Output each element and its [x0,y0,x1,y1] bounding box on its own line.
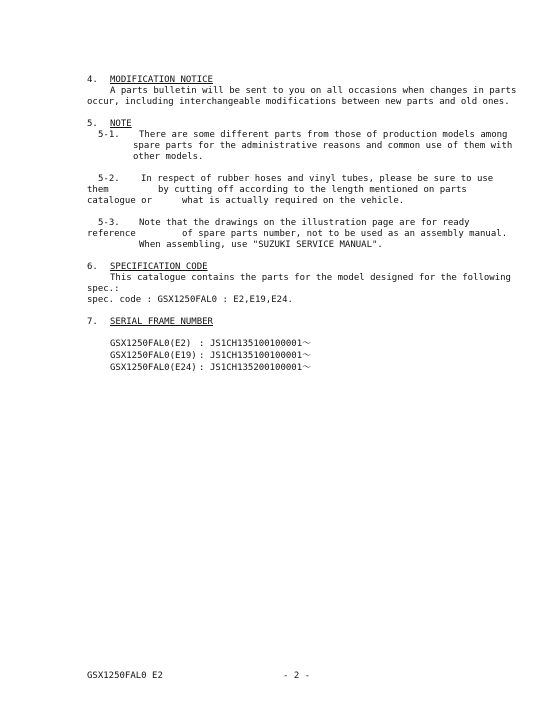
note-5-2-line-3a: catalogue or [87,196,153,206]
serial-row-number: JS1CH135100100001～ [210,339,312,349]
serial-row-number: JS1CH135200100001～ [210,363,312,373]
section-7-number: 7. [87,317,98,327]
serial-row-model: GSX1250FAL0(E19) [110,351,197,361]
section-6-line-1: This catalogue contains the parts for the model designed for the following [110,273,511,283]
note-5-1-line-2: spare parts for the administrative reasons and common use of them with [133,141,513,151]
note-5-3-line-2a: reference [87,229,136,239]
section-4-line-2: occur, including interchangeable modifications between new parts and old ones. [87,97,510,107]
note-5-3-line-1: Note that the drawings on the illustration page are for ready [139,218,470,228]
section-6-spec-code: spec. code : GSX1250FAL0 : E2,E19,E24. [87,295,293,305]
note-5-2-line-2b: by cutting off according to the length mentioned on parts [158,185,467,195]
serial-row-separator: : [199,363,205,373]
note-5-3-line-3: When assembling, use "SUZUKI SERVICE MANUAL". [139,240,383,250]
section-5-number: 5. [87,119,98,129]
note-5-2-line-3b: what is actually required on the vehicle. [182,196,405,206]
section-6-heading: SPECIFICATION CODE [110,262,208,272]
serial-row-model: GSX1250FAL0(E24) [110,363,197,373]
note-5-2-number: 5-2. [98,174,120,184]
serial-row-separator: : [199,339,205,349]
note-5-2-line-2a: them [87,185,109,195]
note-5-1-number: 5-1. [98,130,120,140]
section-6-line-2: spec.: [87,284,120,294]
section-7-heading: SERIAL FRAME NUMBER [110,317,213,327]
section-4-line-1: A parts bulletin will be sent to you on all occasions when changes in parts [110,86,517,96]
serial-row-model: GSX1250FAL0(E2) [110,339,192,349]
note-5-1-line-3: other models. [133,152,204,162]
section-6-number: 6. [87,262,98,272]
note-5-2-line-1: In respect of rubber hoses and vinyl tubes, please be sure to use [141,174,494,184]
note-5-3-line-2b: of spare parts number, not to be used as an assembly manual. [182,229,508,239]
footer-page-number: - 2 - [283,671,311,681]
section-4-number: 4. [87,75,98,85]
note-5-3-number: 5-3. [98,218,120,228]
note-5-1-line-1: There are some different parts from those of production models among [139,130,508,140]
serial-row-number: JS1CH135100100001～ [210,351,312,361]
section-5-heading: NOTE [110,119,132,129]
serial-row-separator: : [199,351,205,361]
footer-model-code: GSX1250FAL0 E2 [87,671,163,681]
section-4-heading: MODIFICATION NOTICE [110,75,213,85]
